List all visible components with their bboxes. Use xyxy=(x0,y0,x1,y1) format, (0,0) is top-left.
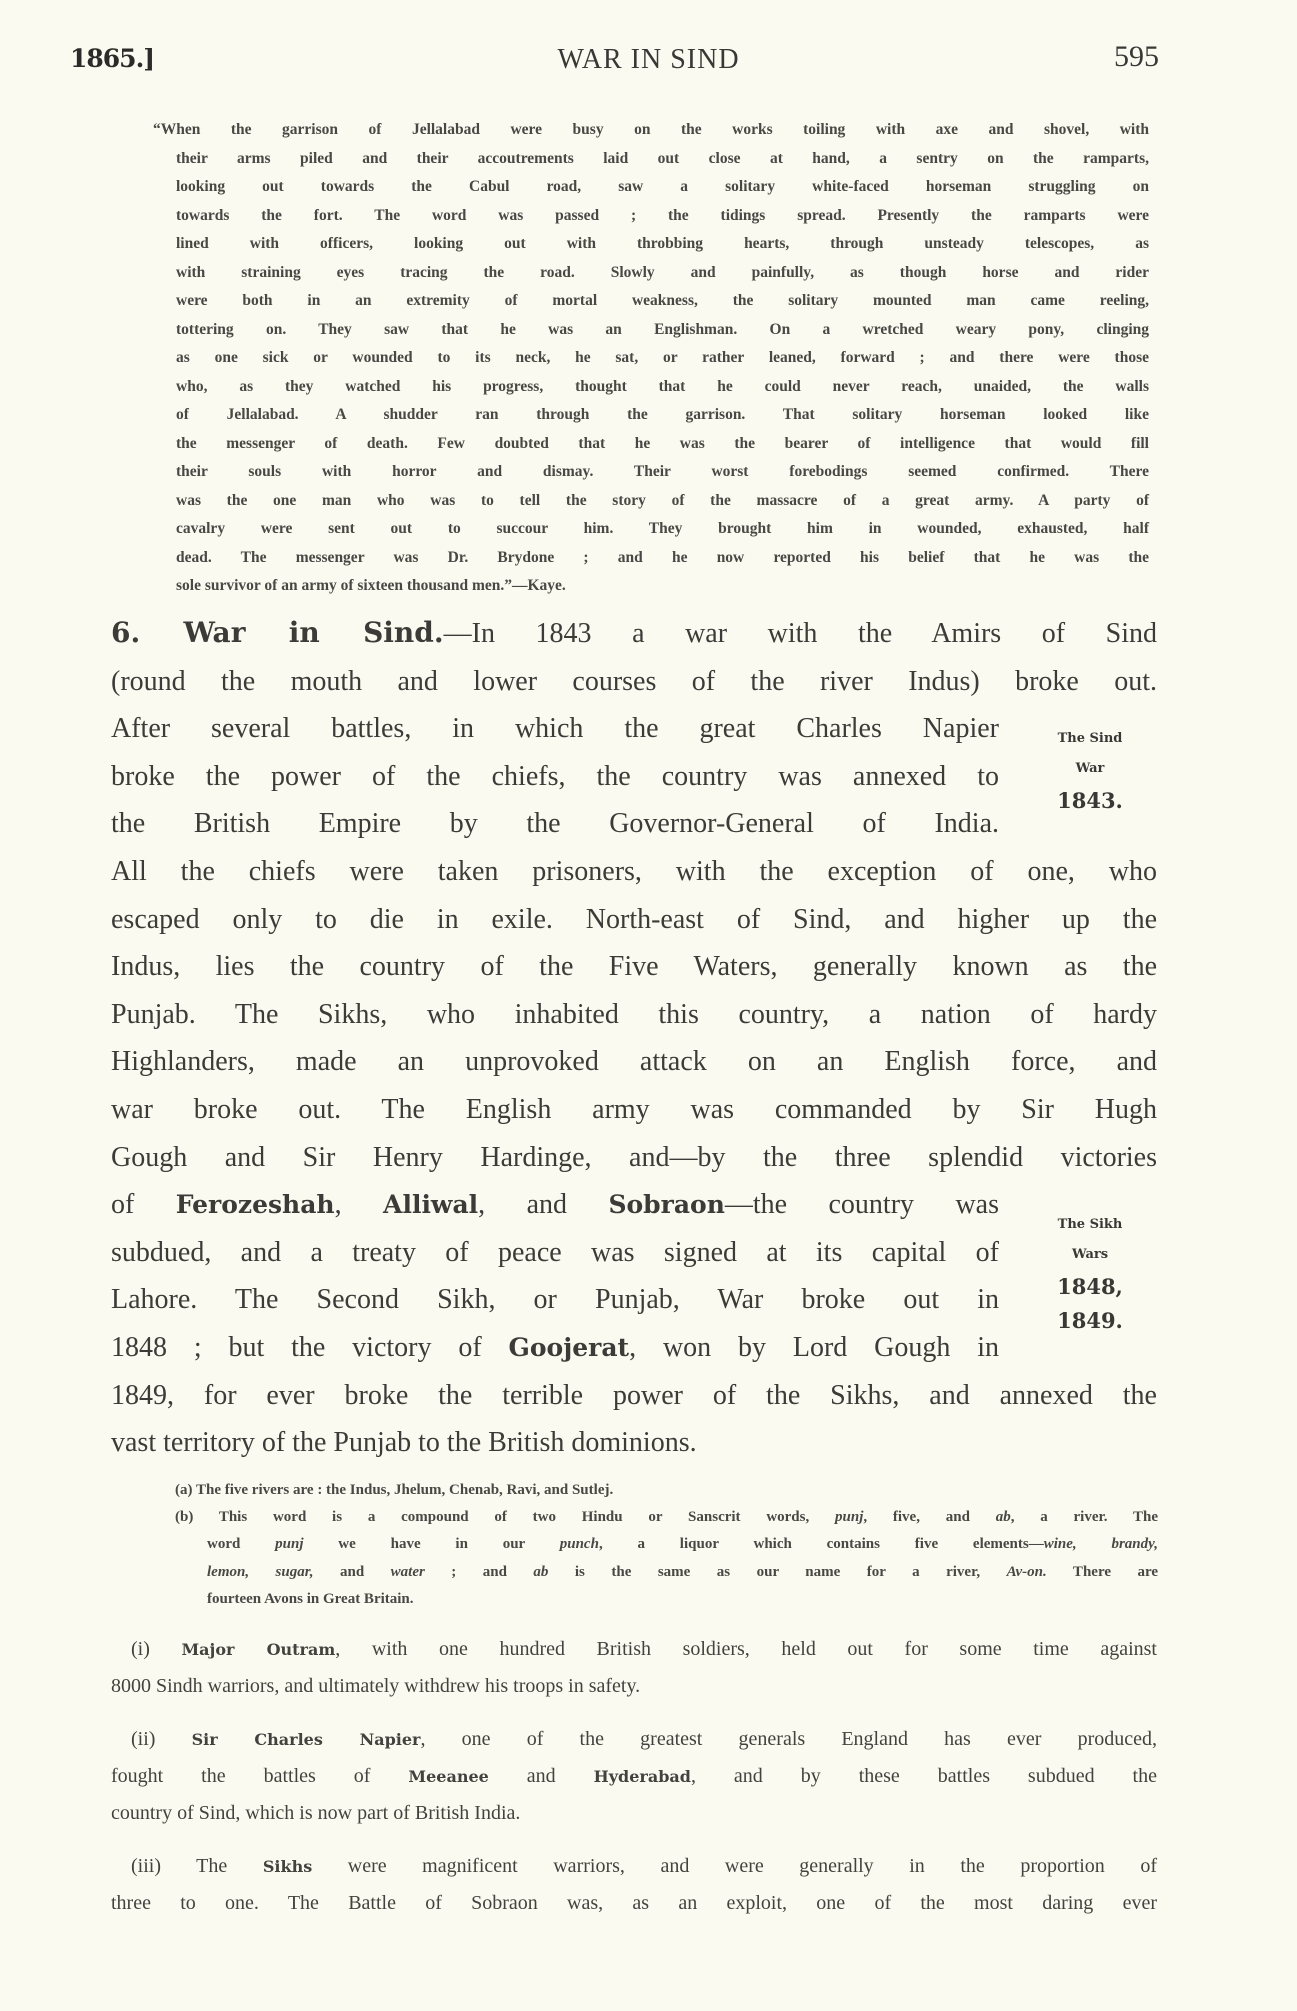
text-run: was the one man who was to tell the story of the massacre of a great army. A party of xyxy=(176,491,1149,509)
italic-term: ab xyxy=(995,1509,1011,1526)
bold-term: Sir Charles Napier xyxy=(191,1730,421,1749)
margin-note-line: The Sind xyxy=(1057,731,1123,746)
text-run: (round the mouth and lower courses of the river Indus) broke out. xyxy=(111,665,1157,697)
section-war-in-sind xyxy=(111,609,1157,1467)
text-run: Lahore. The Second Sikh, or Punjab, War broke out in xyxy=(111,1284,999,1316)
text-run: word xyxy=(207,1536,276,1553)
margin-note-sikh-wars xyxy=(1040,1210,1140,1338)
text-line xyxy=(153,515,1149,544)
text-run: fourteen Avons in Great Britain. xyxy=(207,1590,414,1607)
italic-term: ab xyxy=(533,1563,549,1580)
text-run: were magnificent warriors, and were generally in the proportion of xyxy=(312,1855,1157,1877)
text-line xyxy=(153,116,1149,145)
margin-note-year: 1849. xyxy=(1057,1308,1123,1333)
text-run: looking out towards the Cabul road, saw a solitary white-faced horseman struggling on xyxy=(176,178,1149,195)
bold-term: Goojerat xyxy=(508,1332,630,1362)
text-run: is the same as our name for a river, xyxy=(548,1563,1007,1580)
text-line xyxy=(111,1086,1157,1134)
text-run: (b) This word is a compound of two Hindu or Sanscrit words, xyxy=(175,1509,836,1526)
text-run: , won by Lord Gough in xyxy=(629,1331,999,1363)
text-line xyxy=(111,1038,1157,1086)
margin-note-line: Wars xyxy=(1071,1247,1109,1262)
block-quote xyxy=(153,116,1149,601)
text-line xyxy=(111,753,999,801)
text-run: Highlanders, made an unprovoked attack on an English force, and xyxy=(111,1046,1157,1078)
text-line xyxy=(175,1477,1158,1504)
text-run: and xyxy=(488,1765,594,1787)
text-line xyxy=(111,1885,1157,1921)
text-line xyxy=(175,1586,1158,1613)
text-line xyxy=(175,1531,1158,1558)
note-paragraph xyxy=(111,1631,1157,1704)
text-line xyxy=(111,1324,999,1372)
bold-term: 6. War in Sind. xyxy=(111,616,444,649)
text-line xyxy=(111,896,1157,944)
note-paragraph xyxy=(111,1848,1157,1921)
page-number: 595 xyxy=(1114,40,1159,73)
text-line xyxy=(111,1372,1157,1420)
text-run: There are xyxy=(1046,1563,1159,1580)
text-run: their souls with horror and dismay. Their worst forebodings seemed confirmed. There xyxy=(176,463,1149,480)
text-line xyxy=(153,487,1149,516)
text-run: , and xyxy=(478,1189,609,1221)
text-run: vast territory of the Punjab to the British dominions. xyxy=(111,1427,697,1459)
text-line xyxy=(111,1229,999,1277)
text-run: we have in our xyxy=(303,1536,560,1553)
text-run: , with one hundred British soldiers, held out for some time against xyxy=(335,1638,1157,1660)
text-line xyxy=(153,287,1149,316)
text-run: After several battles, in which the great Charles Napier xyxy=(111,713,999,745)
text-run: escaped only to die in exile. North-east of Sind, and higher up the xyxy=(111,903,1157,935)
text-line xyxy=(175,1504,1158,1531)
footnotes xyxy=(175,1477,1158,1613)
text-line xyxy=(111,609,1157,658)
italic-term: Av-on. xyxy=(1006,1563,1047,1580)
text-line xyxy=(153,401,1149,430)
text-run: dead. The messenger was Dr. Brydone ; and he now reported his belief that he was the xyxy=(176,548,1149,566)
text-run: fought the battles of xyxy=(111,1765,409,1787)
text-run: “When the garrison of Jellalabad were busy on the works toiling with axe and shovel, with xyxy=(153,121,1149,138)
text-run: Punjab. The Sikhs, who inhabited this country, a nation of hardy xyxy=(111,998,1157,1030)
text-run: their arms piled and their accoutrements laid out close at hand, a sentry on the ramparts, xyxy=(176,149,1149,167)
margin-note-line: War xyxy=(1075,761,1105,776)
margin-note-line: The Sikh xyxy=(1057,1217,1123,1232)
text-run: 1848 ; but the victory of xyxy=(111,1331,509,1363)
text-run: war broke out. The English army was commanded by Sir Hugh xyxy=(111,1093,1157,1125)
running-header-year: 1865.] xyxy=(70,44,155,73)
text-line xyxy=(111,658,1157,706)
italic-term: water xyxy=(390,1563,425,1580)
italic-term: punj xyxy=(835,1509,864,1526)
text-run: , and by these battles subdued the xyxy=(690,1765,1157,1787)
text-line xyxy=(111,1631,1157,1668)
text-line xyxy=(153,344,1149,373)
text-run: 8000 Sindh warriors, and ultimately withdrew his troops in safety. xyxy=(111,1675,641,1697)
text-line xyxy=(111,943,1157,991)
text-run: , five, and xyxy=(863,1509,996,1526)
text-run: subdued, and a treaty of peace was signed at its capital of xyxy=(111,1236,999,1268)
text-line xyxy=(153,373,1149,402)
text-run: towards the fort. The word was passed ; the tidings spread. Presently the ramparts were xyxy=(176,206,1149,224)
text-run: tottering on. They saw that he was an Englishman. On a wretched weary pony, clinging xyxy=(176,320,1149,338)
margin-note-sind-war xyxy=(1040,724,1140,818)
text-run: were both in an extremity of mortal weakness, the solitary mounted man came reeling, xyxy=(176,292,1149,309)
text-run: , a river. The xyxy=(1010,1509,1159,1526)
text-line xyxy=(111,1181,999,1229)
text-line xyxy=(111,1848,1157,1885)
bold-term: Hyderabad xyxy=(593,1767,691,1786)
text-line xyxy=(153,572,1149,601)
margin-note-year: 1843. xyxy=(1057,788,1123,813)
bold-term: Major Outram xyxy=(181,1640,336,1659)
text-run: , one of the greatest generals England has ever produced, xyxy=(420,1728,1158,1750)
text-run: lined with officers, looking out with throbbing hearts, through unsteady telescopes, as xyxy=(176,235,1149,252)
text-line xyxy=(111,705,999,753)
text-line xyxy=(111,1134,1157,1182)
note-paragraph xyxy=(111,1721,1157,1831)
text-run: with straining eyes tracing the road. Slowly and painfully, as though horse and rider xyxy=(176,263,1149,281)
italic-term: punch xyxy=(559,1536,599,1553)
bold-term: Sobraon xyxy=(608,1190,725,1220)
text-line xyxy=(111,848,1157,896)
text-line xyxy=(111,1419,1157,1467)
text-line xyxy=(111,800,999,848)
text-line xyxy=(153,173,1149,202)
text-run: and xyxy=(313,1563,391,1580)
bold-term: Alliwal xyxy=(383,1190,479,1220)
text-run: as one sick or wounded to its neck, he sat, or rather leaned, forward ; and there were those xyxy=(176,349,1149,366)
text-run: who, as they watched his progress, thought that he could never reach, unaided, the walls xyxy=(176,377,1149,395)
text-run: —In 1843 a war with the Amirs of Sind xyxy=(443,618,1158,649)
text-line xyxy=(153,430,1149,459)
text-run: three to one. The Battle of Sobraon was, as an exploit, one of the most daring ever xyxy=(111,1892,1157,1914)
text-line xyxy=(153,316,1149,345)
text-run: of xyxy=(111,1189,176,1221)
text-line xyxy=(153,259,1149,288)
text-line xyxy=(153,202,1149,231)
bold-term: Meeanee xyxy=(408,1767,489,1786)
text-run: the messenger of death. Few doubted that he was the bearer of intelligence that would fill xyxy=(176,434,1149,452)
text-line xyxy=(153,230,1149,259)
text-run: cavalry were sent out to succour him. They brought him in wounded, exhausted, half xyxy=(176,520,1149,537)
text-run: broke the power of the chiefs, the country was annexed to xyxy=(111,760,999,792)
text-run: (iii) The xyxy=(131,1855,263,1877)
text-line xyxy=(153,458,1149,487)
bold-term: Ferozeshah xyxy=(175,1190,335,1220)
text-line xyxy=(111,1721,1157,1758)
text-run: sole survivor of an army of sixteen thousand men.”—Kaye. xyxy=(176,577,566,594)
text-line xyxy=(153,544,1149,573)
text-run: , a liquor which contains five elements— xyxy=(598,1536,1044,1553)
text-run: Gough and Sir Henry Hardinge, and—by the three splendid victories xyxy=(111,1141,1157,1173)
text-run: All the chiefs were taken prisoners, with the exception of one, who xyxy=(111,855,1157,887)
text-run: (ii) xyxy=(131,1728,192,1750)
margin-note-year: 1848, xyxy=(1057,1274,1123,1299)
italic-term: lemon, sugar, xyxy=(207,1563,314,1580)
italic-term: wine, brandy, xyxy=(1043,1536,1158,1553)
text-run: ; and xyxy=(424,1563,534,1580)
text-run: the British Empire by the Governor-General of India. xyxy=(111,808,999,840)
text-run: 1849, for ever broke the terrible power of the Sikhs, and annexed the xyxy=(111,1379,1157,1411)
text-line xyxy=(153,145,1149,174)
text-line xyxy=(111,1795,1157,1831)
text-line xyxy=(111,1668,1157,1704)
text-run: —the country was xyxy=(724,1189,999,1221)
text-run: (a) The five rivers are : the Indus, Jhelum, Chenab, Ravi, and Sutlej. xyxy=(175,1482,614,1498)
running-header-title: WAR IN SIND xyxy=(557,44,740,75)
text-run: country of Sind, which is now part of British India. xyxy=(111,1802,521,1824)
text-line xyxy=(111,1276,999,1324)
explanatory-notes xyxy=(111,1631,1157,1938)
italic-term: punj xyxy=(275,1536,304,1553)
text-line xyxy=(175,1559,1158,1586)
text-run: Indus, lies the country of the Five Waters, generally known as the xyxy=(111,951,1157,983)
text-run: of Jellalabad. A shudder ran through the garrison. That solitary horseman looked like xyxy=(176,406,1149,423)
text-line xyxy=(111,1758,1157,1795)
text-run: , xyxy=(334,1189,384,1221)
bold-term: Sikhs xyxy=(262,1857,313,1876)
text-run: (i) xyxy=(131,1638,182,1660)
text-line xyxy=(111,991,1157,1039)
